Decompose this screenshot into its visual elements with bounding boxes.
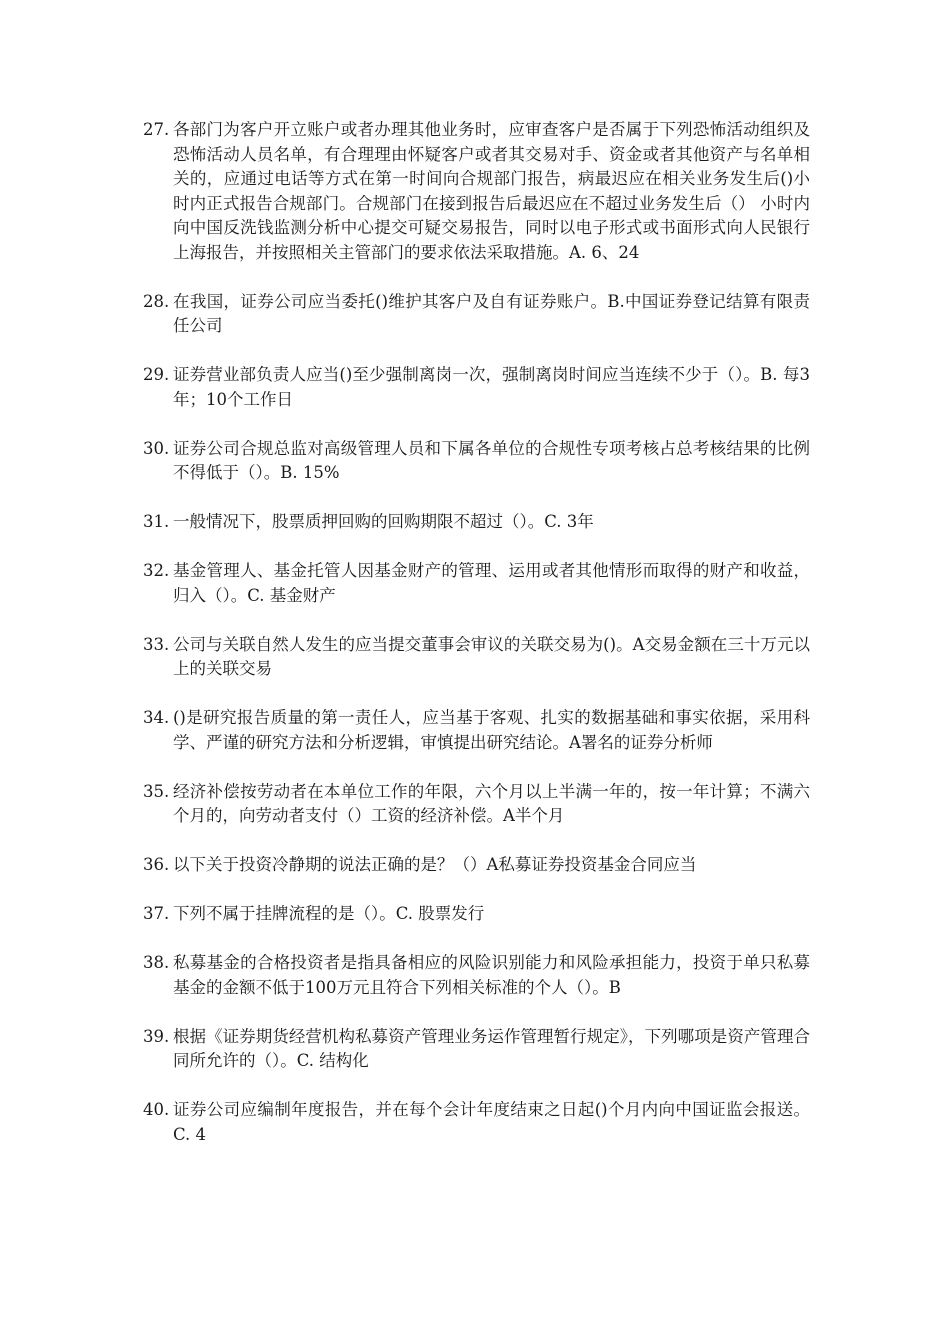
question-item	[143, 853, 810, 878]
question-item	[143, 902, 810, 927]
question-item	[143, 437, 810, 486]
question-item	[143, 1098, 810, 1147]
question-text: 公司与关联自然人发生的应当提交董事会审议的关联交易为()。A交易金额在三十万元以上的关联交易	[173, 634, 810, 678]
question-item	[143, 290, 810, 339]
question-text: 证券公司合规总监对高级管理人员和下属各单位的合规性专项考核占总考核结果的比例不得低于（）。B. 15%	[173, 438, 810, 482]
question-text: 经济补偿按劳动者在本单位工作的年限，六个月以上半满一年的，按一年计算；不满六个月的，向劳动者支付（）工资的经济补偿。A半个月	[173, 781, 810, 825]
question-number: 34.	[143, 708, 170, 727]
question-text: 各部门为客户开立账户或者办理其他业务时，应审查客户是否属于下列恐怖活动组织及恐怖活动人员名单，有合理理由怀疑客户或者其交易对手、资金或者其他资产与名单相关的，应通过电话等方式在第一时间向合规部门报告，病最迟应在相关业务发生后()小时内正式报告合规部门。合规部门在接到报告后最迟应在不超过业务发生后（） 小时内向中国反洗钱监测分析中心提交可疑交易报告，同时以电子形式或书面形式向人民银行上海报告，并按照相关主管部门的要求依法采取措施。A. 6、24	[173, 120, 810, 262]
question-text: 证券营业部负责人应当()至少强制离岗一次，强制离岗时间应当连续不少于（）。B. 每3年；10个工作日	[173, 365, 810, 409]
question-number: 38.	[143, 953, 170, 972]
question-item	[143, 633, 810, 682]
question-text: 在我国，证券公司应当委托()维护其客户及自有证券账户。B.中国证券登记结算有限责任公司	[173, 291, 810, 335]
question-number: 37.	[143, 904, 170, 923]
question-number: 27.	[143, 120, 170, 139]
question-text: 一般情况下，股票质押回购的回购期限不超过（）。C. 3年	[173, 512, 594, 531]
question-number: 33.	[143, 634, 170, 654]
question-text: 私募基金的合格投资者是指具备相应的风险识别能力和风险承担能力，投资于单只私募基金的金额不低于100万元且符合下列相关标准的个人（）。B	[173, 953, 810, 997]
question-text: 证券公司应编制年度报告，并在每个会计年度结束之日起()个月内向中国证监会报送。C. 4	[173, 1100, 810, 1144]
question-text: 下列不属于挂牌流程的是（）。C. 股票发行	[173, 904, 485, 923]
question-item	[143, 363, 810, 412]
question-number: 35.	[143, 781, 170, 801]
question-item	[143, 951, 810, 1000]
question-number: 32.	[143, 561, 170, 580]
question-number: 28.	[143, 291, 170, 311]
question-number: 36.	[143, 855, 170, 874]
question-text: 以下关于投资冷静期的说法正确的是？（）A私募证券投资基金合同应当	[173, 855, 697, 874]
question-text: 基金管理人、基金托管人因基金财产的管理、运用或者其他情形而取得的财产和收益，归入（）。C. 基金财产	[173, 561, 810, 605]
question-item	[143, 510, 810, 535]
question-item	[143, 118, 810, 265]
question-number: 39.	[143, 1026, 170, 1046]
question-text: ()是研究报告质量的第一责任人，应当基于客观、扎实的数据基础和事实依据，采用科学、严谨的研究方法和分析逻辑，审慎提出研究结论。A署名的证券分析师	[173, 708, 810, 752]
question-text: 根据《证券期货经营机构私募资产管理业务运作管理暂行规定》，下列哪项是资产管理合同所允许的（）。C. 结构化	[173, 1026, 810, 1070]
question-number: 40.	[143, 1100, 170, 1119]
question-item	[143, 706, 810, 755]
question-item	[143, 1025, 810, 1074]
question-item	[143, 780, 810, 829]
question-list	[143, 118, 810, 1147]
question-number: 31.	[143, 512, 170, 531]
question-item	[143, 559, 810, 608]
question-number: 30.	[143, 438, 170, 458]
question-number: 29.	[143, 365, 170, 384]
